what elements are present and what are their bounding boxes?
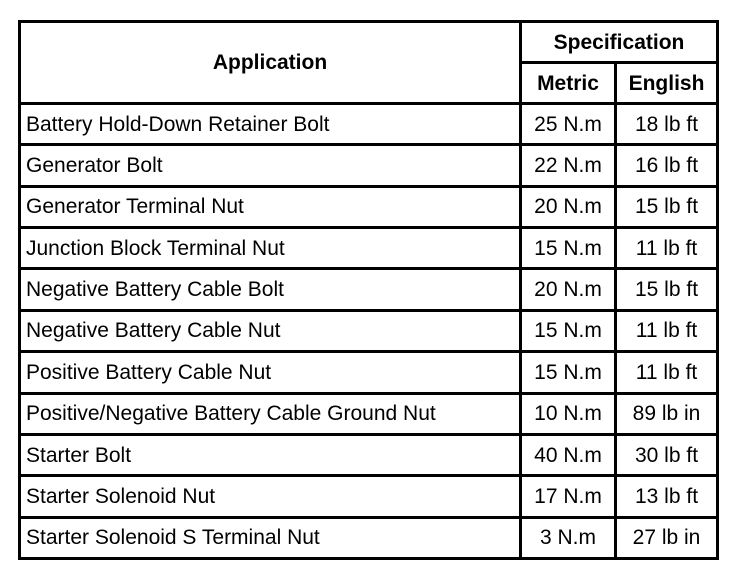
application-column-header: Application	[20, 22, 521, 104]
english-value-cell: 30 lb ft	[616, 434, 718, 475]
metric-value-cell: 22 N.m	[521, 145, 616, 186]
fastener-specification-table	[18, 20, 719, 560]
application-cell: Positive Battery Cable Nut	[20, 352, 521, 393]
table-row	[20, 186, 718, 227]
metric-value-cell: 20 N.m	[521, 269, 616, 310]
table-body	[20, 104, 718, 559]
metric-value-cell: 20 N.m	[521, 186, 616, 227]
application-cell: Starter Solenoid Nut	[20, 476, 521, 517]
metric-value-cell: 10 N.m	[521, 393, 616, 434]
table-row	[20, 476, 718, 517]
table-row	[20, 145, 718, 186]
english-value-cell: 89 lb in	[616, 393, 718, 434]
application-cell: Junction Block Terminal Nut	[20, 228, 521, 269]
application-cell: Starter Solenoid S Terminal Nut	[20, 517, 521, 558]
table-row	[20, 434, 718, 475]
application-cell: Positive/Negative Battery Cable Ground Nut	[20, 393, 521, 434]
metric-value-cell: 25 N.m	[521, 104, 616, 145]
application-cell: Starter Bolt	[20, 434, 521, 475]
metric-value-cell: 3 N.m	[521, 517, 616, 558]
application-cell: Negative Battery Cable Bolt	[20, 269, 521, 310]
header-row-top	[20, 22, 718, 63]
application-cell: Generator Bolt	[20, 145, 521, 186]
english-value-cell: 15 lb ft	[616, 186, 718, 227]
metric-column-header: Metric	[521, 63, 616, 104]
metric-value-cell: 40 N.m	[521, 434, 616, 475]
table-row	[20, 517, 718, 558]
table-row	[20, 104, 718, 145]
application-cell: Battery Hold-Down Retainer Bolt	[20, 104, 521, 145]
table-row	[20, 310, 718, 351]
english-value-cell: 11 lb ft	[616, 228, 718, 269]
specification-column-header: Specification	[521, 22, 718, 63]
application-cell: Negative Battery Cable Nut	[20, 310, 521, 351]
table-row	[20, 228, 718, 269]
application-cell: Generator Terminal Nut	[20, 186, 521, 227]
metric-value-cell: 15 N.m	[521, 228, 616, 269]
metric-value-cell: 17 N.m	[521, 476, 616, 517]
table-row	[20, 393, 718, 434]
english-value-cell: 15 lb ft	[616, 269, 718, 310]
english-value-cell: 18 lb ft	[616, 104, 718, 145]
table-row	[20, 269, 718, 310]
english-column-header: English	[616, 63, 718, 104]
metric-value-cell: 15 N.m	[521, 310, 616, 351]
english-value-cell: 16 lb ft	[616, 145, 718, 186]
english-value-cell: 13 lb ft	[616, 476, 718, 517]
table-row	[20, 352, 718, 393]
english-value-cell: 11 lb ft	[616, 310, 718, 351]
metric-value-cell: 15 N.m	[521, 352, 616, 393]
english-value-cell: 11 lb ft	[616, 352, 718, 393]
english-value-cell: 27 lb in	[616, 517, 718, 558]
